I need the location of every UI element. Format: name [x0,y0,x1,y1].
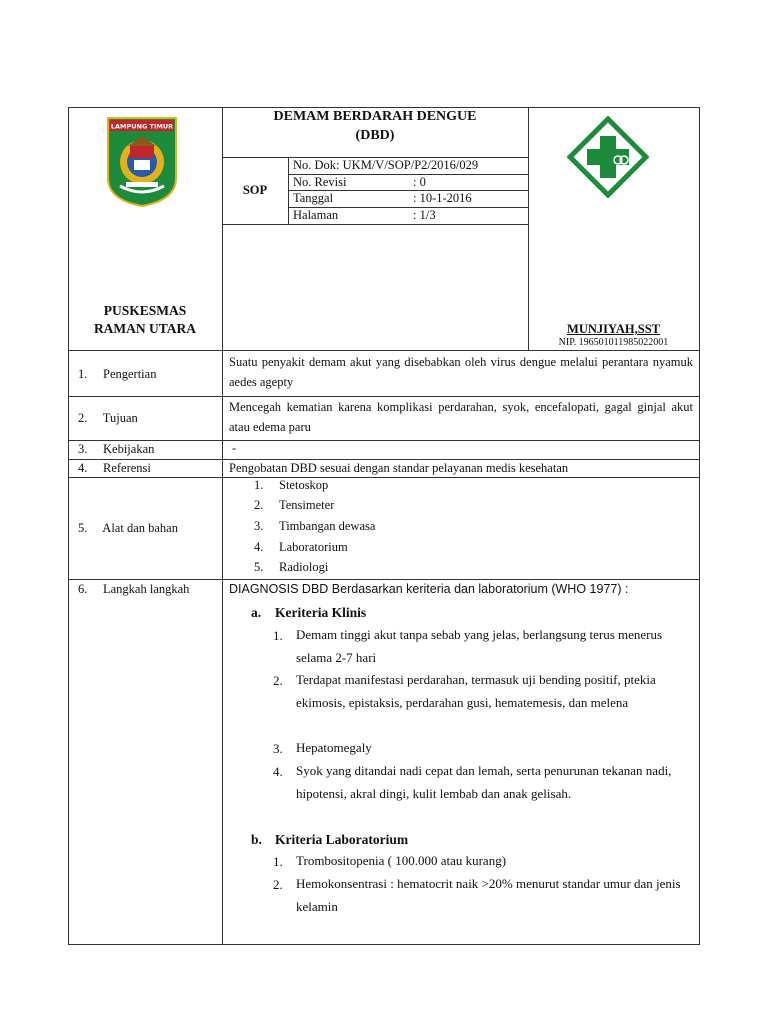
logo-column-divider [528,107,529,350]
criteria-item-number: 1. [273,628,283,643]
criteria-item-number: 2. [273,673,283,688]
row-label-kebijakan: 3. Kebijakan [78,442,155,456]
page-value: : 1/3 [413,208,436,222]
row-label-referensi: 4. Referensi [78,461,151,475]
document-title-line1: DEMAM BERDARAH DENGUE [273,109,477,124]
document-title-line2: (DBD) [355,128,395,143]
label-column-divider [222,107,223,944]
svg-text:LAMPUNG TIMUR: LAMPUNG TIMUR [110,122,174,131]
row-content-tujuan: Mencegah kematian karena komplikasi perdarahan, syok, encefalopati, gagal ginjal akut atau edema paru [229,400,693,434]
row-label-alat-dan-bahan: 5. Alat dan bahan [78,521,178,535]
doc-number-label: No. Dok: UKM/V/SOP/P2/2016/029 [293,158,479,172]
criteria-item-text: Terdapat manifestasi perdarahan, termasuk uji bending positif, ptekia ekimosis, epistaksis, perdarahan gusi, hematemesis, dan melena [296,672,656,710]
table-top-border [68,107,700,108]
row-content-kebijakan: - [232,441,237,455]
revision-value: : 0 [413,175,426,189]
date-value: : 10-1-2016 [413,191,472,205]
page-label: Halaman [293,208,339,222]
row-divider-5 [68,579,700,580]
sop-block-bottom [222,224,528,225]
criteria-item-text: Syok yang ditandai nadi cepat dan lemah, serta penurunan tekanan nadi, hipotensi, akral dingi, kulit lembab dan anak gelisah. [296,763,672,801]
list-item-number: 2. [254,498,264,512]
list-item-number: 4. [254,540,264,554]
row-divider-2 [68,440,700,441]
org-name-line1: PUSKESMAS [103,303,187,318]
row-divider-3 [68,459,700,460]
date-label: Tanggal [293,191,334,205]
signer-nip: NIP. 196501011985022001 [558,337,669,348]
lampung-timur-emblem [106,116,178,208]
section-b-title: Kriteria Laboratorium [275,832,409,847]
table-bottom-border [68,944,700,945]
list-item-text: Laboratorium [279,540,348,554]
row-label-pengertian: 1. Pengertian [78,367,157,381]
list-item-text: Timbangan dewasa [279,519,376,533]
row-divider-4 [68,477,700,478]
list-item-text: Tensimeter [279,498,335,512]
list-item-text: Stetoskop [279,478,329,492]
lab-item-text: Trombositopenia ( 100.000 atau kurang) [296,853,507,868]
list-item-number: 3. [254,519,264,533]
row-label-langkah: 6. Langkah langkah [78,582,190,596]
criteria-item-number: 3. [273,741,283,756]
list-item-text: Radiologi [279,560,329,574]
table-left-border [68,107,69,944]
row-content-referensi: Pengobatan DBD sesuai dengan standar pelayanan medis kesehatan [229,461,569,475]
sop-column-divider [288,157,289,224]
list-item-number: 1. [254,478,264,492]
lab-item-number: 1. [273,854,283,869]
section-b-letter: b. [251,832,262,847]
sop-label: SOP [242,183,268,197]
lab-item-number: 2. [273,877,283,892]
section-a-title: Keriteria Klinis [275,605,367,620]
steps-intro: DIAGNOSIS DBD Berdasarkan keriteria dan laboratorium (WHO 1977) : [229,582,629,596]
criteria-item-text: Hepatomegaly [296,740,372,755]
lab-item-text: Hemokonsentrasi : hematocrit naik >20% menurut standar umur dan jenis kelamin [296,876,681,914]
puskesmas-logo [567,116,649,198]
org-name-line2: RAMAN UTARA [93,321,197,336]
revision-label: No. Revisi [293,175,347,189]
criteria-item-number: 4. [273,764,283,779]
signer-name: MUNJIYAH,SST [567,322,660,336]
table-right-border [699,107,700,944]
list-item-number: 5. [254,560,264,574]
header-bottom-border [68,350,700,351]
criteria-item-text: Demam tinggi akut tanpa sebab yang jelas, berlangsung terus menerus selama 2-7 hari [296,627,663,665]
section-a-letter: a. [251,605,262,620]
row-content-pengertian: Suatu penyakit demam akut yang disebabkan oleh virus dengue melalui perantara nyamuk aedes agepty [229,355,693,389]
row-label-tujuan: 2. Tujuan [78,411,138,425]
